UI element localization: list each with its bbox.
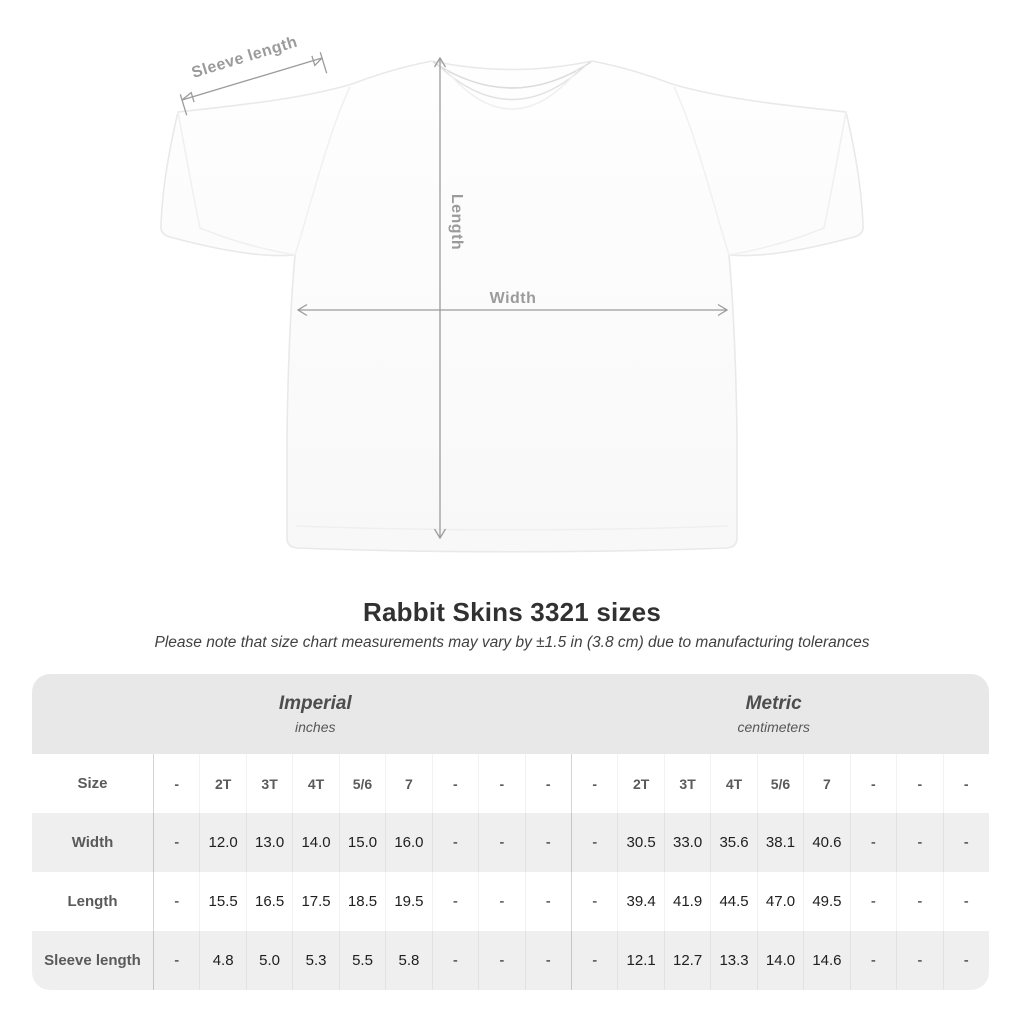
table-cell: - <box>525 813 571 872</box>
table-cell: 40.6 <box>803 813 849 872</box>
row-label: Size <box>77 775 108 792</box>
table-cell: 33.0 <box>664 813 710 872</box>
table-cell: 14.6 <box>803 931 849 990</box>
table-cell: - <box>571 872 617 931</box>
table-cell: - <box>432 813 478 872</box>
table-cell: 13.0 <box>246 813 292 872</box>
table-cell: - <box>571 931 617 990</box>
table-cell: - <box>153 813 199 872</box>
sleeve-length-label: Sleeve length <box>189 33 300 82</box>
table-cell: 5/6 <box>339 754 385 813</box>
table-cell: 4.8 <box>199 931 245 990</box>
metric-unit-label: centimeters <box>737 719 810 735</box>
table-cell: 49.5 <box>803 872 849 931</box>
table-cell: - <box>896 813 942 872</box>
table-cell: - <box>943 754 989 813</box>
table-cell: 35.6 <box>710 813 756 872</box>
table-cell: 30.5 <box>617 813 663 872</box>
table-cell: 5.8 <box>385 931 431 990</box>
table-cell: - <box>478 931 524 990</box>
table-cell: 2T <box>617 754 663 813</box>
table-cell: 5.0 <box>246 931 292 990</box>
table-cell: 19.5 <box>385 872 431 931</box>
units-header <box>32 674 989 754</box>
imperial-section-header <box>279 693 352 735</box>
width-label: Width <box>489 290 537 307</box>
table-cell: - <box>432 931 478 990</box>
table-cell: - <box>571 754 617 813</box>
table-row <box>32 754 989 813</box>
table-cell: 7 <box>385 754 431 813</box>
table-cell: 18.5 <box>339 872 385 931</box>
table-cell: 4T <box>710 754 756 813</box>
tolerance-note: Please note that size chart measurements may vary by ±1.5 in (3.8 cm) due to manufacturing tolerances <box>154 634 870 651</box>
table-cell: - <box>432 872 478 931</box>
table-cell: 12.1 <box>617 931 663 990</box>
table-cell: 41.9 <box>664 872 710 931</box>
row-label: Length <box>67 893 118 910</box>
table-cell: - <box>478 872 524 931</box>
table-cell: 3T <box>664 754 710 813</box>
table-cell: 12.0 <box>199 813 245 872</box>
table-cell: - <box>153 754 199 813</box>
page-title: Rabbit Skins 3321 sizes <box>363 597 661 627</box>
table-cell: 13.3 <box>710 931 756 990</box>
table-cell: - <box>478 754 524 813</box>
table-cell: - <box>850 754 896 813</box>
imperial-unit-label: inches <box>295 719 336 735</box>
table-cell: - <box>153 931 199 990</box>
table-cell: 38.1 <box>757 813 803 872</box>
table-cell: - <box>478 813 524 872</box>
size-table <box>32 674 989 990</box>
table-cell: 15.0 <box>339 813 385 872</box>
table-cell: 44.5 <box>710 872 756 931</box>
table-body <box>32 754 989 990</box>
table-cell: - <box>525 931 571 990</box>
table-cell: 5.3 <box>292 931 338 990</box>
table-cell: 4T <box>292 754 338 813</box>
table-cell: - <box>850 931 896 990</box>
table-cell: - <box>896 931 942 990</box>
table-cell: 7 <box>803 754 849 813</box>
table-cell: - <box>943 813 989 872</box>
imperial-label: Imperial <box>278 693 352 714</box>
table-cell: - <box>896 754 942 813</box>
table-cell: - <box>432 754 478 813</box>
table-row <box>32 813 989 872</box>
table-cell: - <box>153 872 199 931</box>
table-cell: - <box>850 872 896 931</box>
table-cell: 12.7 <box>664 931 710 990</box>
length-label: Length <box>448 193 465 251</box>
table-cell: 17.5 <box>292 872 338 931</box>
table-cell: - <box>525 754 571 813</box>
table-cell: 3T <box>246 754 292 813</box>
table-cell: 39.4 <box>617 872 663 931</box>
table-cell: 16.5 <box>246 872 292 931</box>
table-cell: - <box>850 813 896 872</box>
table-cell: - <box>571 813 617 872</box>
table-cell: 16.0 <box>385 813 431 872</box>
table-cell: 15.5 <box>199 872 245 931</box>
table-cell: 5/6 <box>757 754 803 813</box>
table-cell: 14.0 <box>292 813 338 872</box>
table-row <box>32 931 989 990</box>
table-cell: - <box>943 931 989 990</box>
table-cell: - <box>943 872 989 931</box>
table-cell: - <box>896 872 942 931</box>
table-cell: 2T <box>199 754 245 813</box>
metric-section-header <box>737 693 809 735</box>
table-cell: 47.0 <box>757 872 803 931</box>
table-row <box>32 872 989 931</box>
table-cell: - <box>525 872 571 931</box>
table-cell: 14.0 <box>757 931 803 990</box>
table-cell: 5.5 <box>339 931 385 990</box>
row-label: Width <box>71 834 114 851</box>
metric-label: Metric <box>745 693 802 714</box>
row-label: Sleeve length <box>44 952 141 969</box>
